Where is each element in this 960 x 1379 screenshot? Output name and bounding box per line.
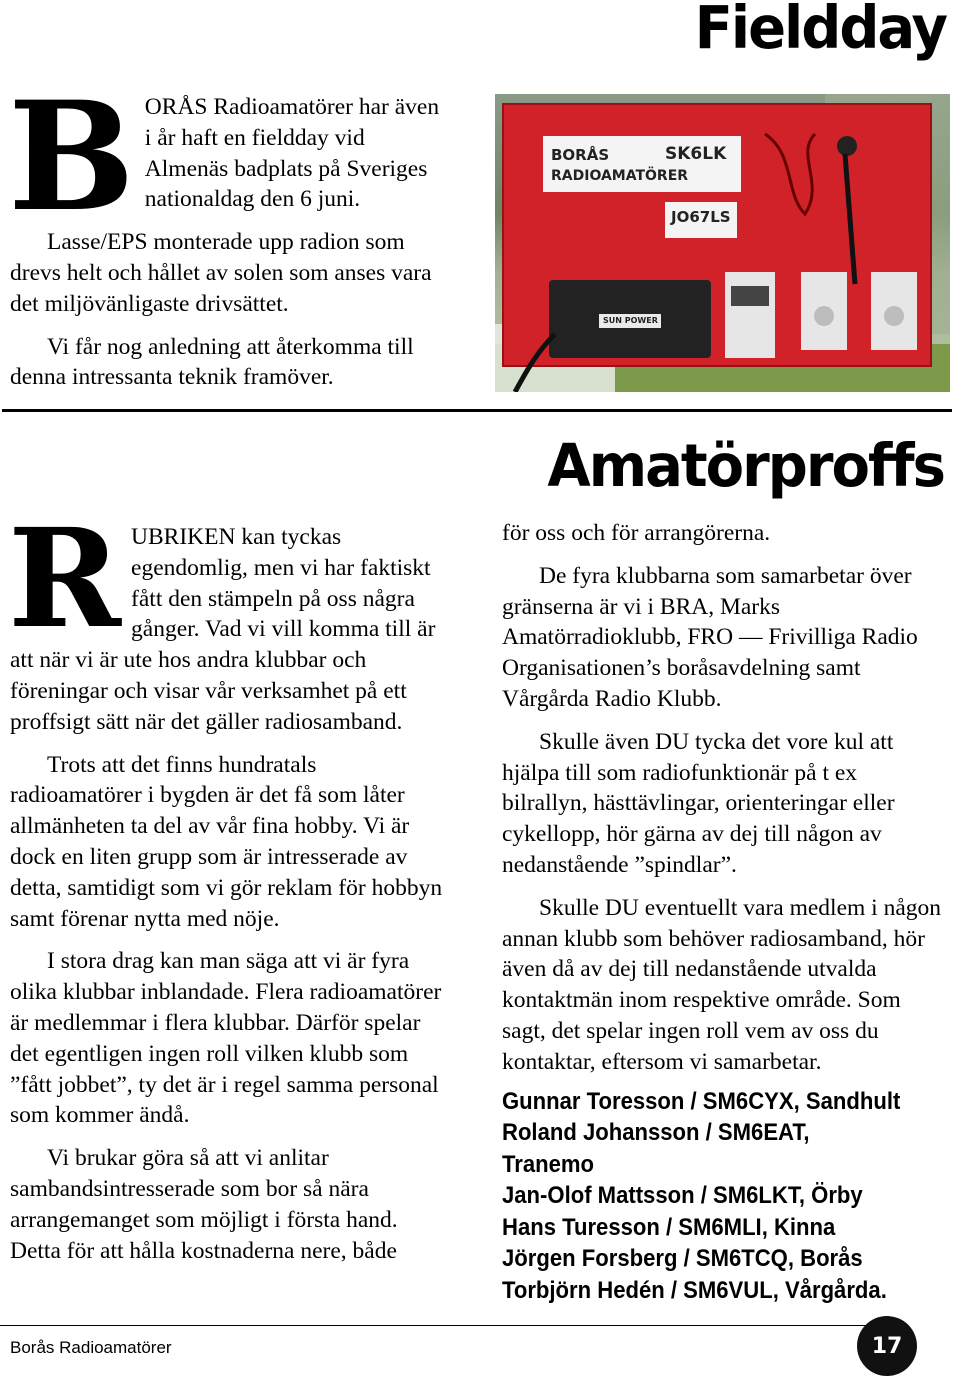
fieldday-title: Fieldday bbox=[694, 0, 946, 63]
contact-item: Gunnar Toresson / SM6CYX, Sandhult bbox=[502, 1087, 901, 1115]
amatorproffs-paragraph: Trots att det finns hundratals radioamatörer i bygden är det få som låter allmänheten ta del av vår fina hobby. Vi är dock en liten grupp som är intresserade av detta, samtidigt som vi gör reklam för hobbyn samt förenar nytta med nöje. bbox=[10, 751, 443, 932]
contact-item: Torbjörn Hedén / SM6VUL, Vårgårda. bbox=[502, 1276, 887, 1304]
photo-callsign: SK6LK bbox=[665, 144, 727, 164]
amatorproffs-paragraph: UBRIKEN kan tyckas egendomlig, men vi har faktiskt fått den stämpeln på oss några gånger. Vad vi vill komma till är att när vi är ute hos andra klubbar och föreningar och visar vår verksamhet på ett proffsigt sätt när det gäller radiosamband. bbox=[10, 524, 436, 735]
photo-sign-line2: RADIOAMATÖRER bbox=[551, 168, 689, 184]
page-number-badge bbox=[857, 1316, 917, 1376]
contact-list bbox=[502, 1086, 907, 1307]
fieldday-dropcap: B bbox=[8, 69, 135, 245]
footer-club-name: Borås Radioamatörer bbox=[10, 1338, 172, 1357]
amatorproffs-right-column bbox=[502, 518, 942, 1306]
photo-device-label: SUN POWER bbox=[603, 316, 658, 325]
contact-item: Hans Turesson / SM6MLI, Kinna bbox=[502, 1213, 836, 1241]
photo-illustration bbox=[495, 94, 950, 392]
amatorproffs-paragraph: för oss och för arrangörerna. bbox=[502, 520, 771, 546]
amatorproffs-paragraph: I stora drag kan man säga att vi är fyra olika klubbar inblandade. Flera radioamatörer är medlemmar i flera klubbar. Därför spelar det egentligen ingen roll vilken klubb som ”fått jobbet”, ty det är i regel samma personal som kommer ändå. bbox=[10, 948, 442, 1129]
fieldday-paragraph: ORÅS Radioamatörer har även i år haft en fieldday vid Almenäs badplats på Sveriges nationaldag den 6 juni. bbox=[144, 94, 440, 213]
footer-rule bbox=[0, 1325, 880, 1326]
amatorproffs-title: Amatörproffs bbox=[547, 432, 944, 501]
amatorproffs-paragraph: Skulle även DU tycka det vore kul att hjälpa till som radiofunktionär på t ex bilrallyn, hästtävlingar, orienteringar eller cykellopp, hör gärna av dej till någon av nedanstående ”spindlar”. bbox=[502, 728, 895, 878]
photo-locator: JO67LS bbox=[671, 208, 731, 226]
amatorproffs-dropcap: R bbox=[8, 499, 122, 659]
fieldday-photo bbox=[495, 94, 950, 392]
photo-sign-line1: BORÅS bbox=[551, 146, 610, 164]
section-divider bbox=[2, 409, 952, 412]
fieldday-paragraph: Lasse/EPS monterade upp radion som drevs helt och hållet av solen som anses vara det miljövänligaste drivsättet. bbox=[10, 229, 432, 317]
fieldday-text bbox=[8, 69, 450, 393]
amatorproffs-left-column bbox=[8, 499, 448, 1266]
contact-item: Roland Johansson / SM6EAT, Tranemo bbox=[502, 1119, 810, 1178]
amatorproffs-paragraph: Vi brukar göra så att vi anlitar sambandsintresserade som bor så nära arrangemanget som möjligt i första hand. Detta för att hålla kostnaderna nere, både bbox=[10, 1145, 398, 1264]
amatorproffs-paragraph: De fyra klubbarna som samarbetar över gränserna är vi i BRA, Marks Amatörradioklubb, FRO — Frivilliga Radio Organisationen’s boråsavdelning samt Vårgårda Radio Klubb. bbox=[502, 562, 918, 712]
page-number: 17 bbox=[871, 1333, 903, 1359]
amatorproffs-paragraph: Skulle DU eventuellt vara medlem i någon annan klubb som behöver radiosamband, hör även då av dej till nedanstående utvalda kontaktmän inom respektive område. Som sagt, det spelar ingen roll vem av oss du kontaktar, eftersom vi samarbetar. bbox=[502, 894, 942, 1075]
contact-item: Jörgen Forsberg / SM6TCQ, Borås bbox=[502, 1245, 863, 1273]
fieldday-paragraph: Vi får nog anledning att återkomma till denna intressanta teknik framöver. bbox=[10, 333, 414, 391]
contact-item: Jan-Olof Mattsson / SM6LKT, Örby bbox=[502, 1182, 863, 1210]
